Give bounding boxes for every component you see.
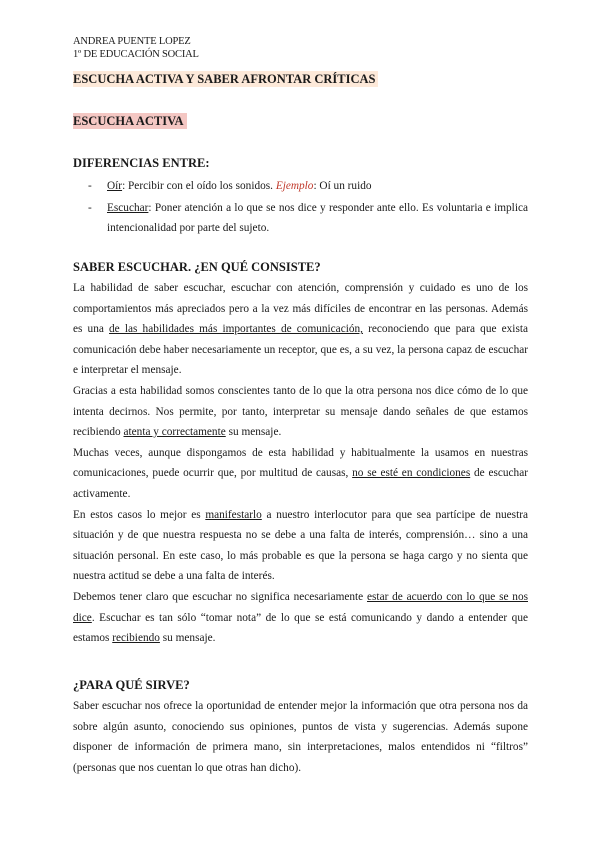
heading-diferencias: DIFERENCIAS ENTRE: [73, 156, 210, 170]
term-oir: Oír [107, 180, 123, 192]
para-que-sirve-body [73, 696, 528, 778]
text-run: su mensaje. [159, 632, 216, 645]
definition-escuchar: : Poner atención a lo que se nos dice y responder ante ello. Es voluntaria e implica intencionalidad por parte del sujeto. [107, 202, 528, 234]
underlined-text: de las habilidades más importantes de comunicación, [109, 323, 363, 336]
example-label: Ejemplo [275, 180, 314, 192]
text-run: La habilidad de saber escuchar, escuchar con atención, comprensión y cuidado es uno de los comportamientos más apreciados pero a la vez más difíciles de encontrar en las personas. Además es una [73, 282, 528, 336]
text-run: reconociendo que para que exista comunicación debe haber necesariamente un receptor, que es, a su vez, la persona capaz de escuchar e interpretar el mensaje. [73, 323, 528, 377]
underlined-text: atenta y correctamente [123, 426, 226, 439]
bullet-dash: - [88, 180, 92, 192]
author-name: ANDREA PUENTE LOPEZ [73, 36, 191, 47]
text-run: En estos casos lo mejor es [73, 508, 206, 521]
definition-oir: : Percibir con el oído los sonidos. [122, 180, 276, 192]
underlined-text: no se esté en condiciones [352, 467, 471, 480]
saber-escuchar-body [73, 278, 528, 649]
paragraph [73, 587, 528, 649]
underlined-text: recibiendo [112, 632, 160, 645]
bullet-dash: - [88, 202, 92, 214]
paragraph [73, 381, 528, 443]
text-run: Debemos tener claro que escuchar no significa necesariamente [73, 590, 368, 603]
text-run: Gracias a esta habilidad somos conscientes tanto de lo que la otra persona nos dice cómo de lo que intenta decirnos. Nos permite, por tanto, interpretar su mensaje dando señales de que estamos recibiendo [73, 384, 528, 439]
section-heading-escucha-activa: ESCUCHA ACTIVA [73, 113, 187, 129]
differences-list [73, 176, 528, 238]
paragraph: Saber escuchar nos ofrece la oportunidad de entender mejor la información que otra persona nos da sobre algún asunto, conociendo sus opiniones, puntos de vista y sugerencias. Además supone disponer de información de primera mano, sin interpretaciones, malos entendidos ni “filtros” (personas que nos cuentan lo que otras han dicho). [73, 700, 528, 774]
document-title: ESCUCHA ACTIVA Y SABER AFRONTAR CRÍTICAS [73, 72, 376, 86]
list-item-oir [73, 176, 528, 196]
paragraph [73, 505, 528, 587]
paragraph [73, 443, 528, 505]
text-run: Muchas veces, aunque dispongamos de esta habilidad y habitualmente la usamos en nuestras comunicaciones, puede ocurrir que, por multitud de causas, [73, 446, 528, 480]
underlined-text: estar de acuerdo con lo que se nos dice [73, 590, 528, 624]
heading-para-que-sirve: ¿PARA QUÉ SIRVE? [73, 678, 190, 692]
text-run: su mensaje. [225, 426, 282, 439]
underlined-text: manifestarlo [205, 508, 262, 521]
paragraph [73, 278, 528, 381]
term-escuchar: Escuchar [107, 202, 149, 214]
text-run: . Escuchar es tan sólo “tomar nota” de lo que se está comunicando y dando a entender que estamos [73, 611, 528, 645]
course-name: 1º DE EDUCACIÓN SOCIAL [73, 49, 199, 60]
text-run: de escuchar activamente. [73, 467, 528, 500]
heading-saber-escuchar: SABER ESCUCHAR. ¿EN QUÉ CONSISTE? [73, 260, 321, 274]
document-header [73, 35, 199, 61]
text-run: a nuestro interlocutor para que sea partícipe de nuestra situación y de que nuestra respuesta no se debe a una falta de interés, comprensión… sino a una situación personal. En este caso, lo más probable es que la persona se haga cargo y no sienta que nuestra actitud se debe a una falta de interés. [73, 508, 528, 583]
list-item-escuchar [73, 198, 528, 238]
example-text: : Oí un ruido [313, 180, 372, 192]
